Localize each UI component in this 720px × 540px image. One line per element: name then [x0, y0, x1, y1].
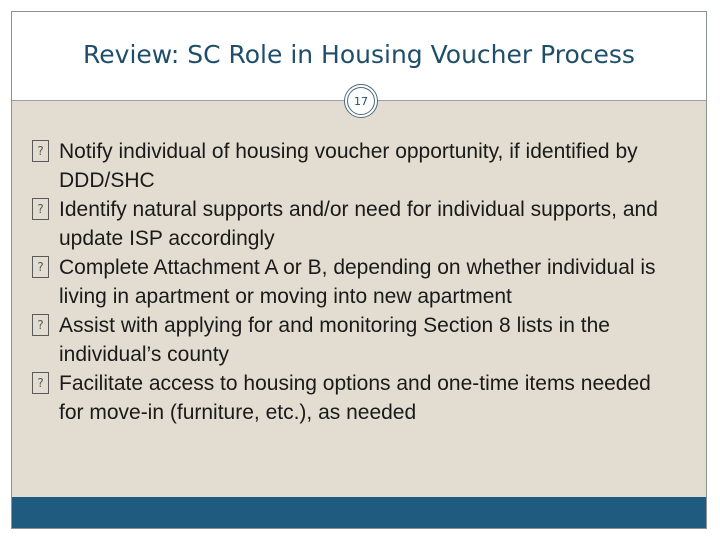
slide-number-badge	[344, 84, 378, 118]
bullet-text: Complete Attachment A or B, depending on whether individual is living in apartment or moving into new apartment	[59, 256, 656, 308]
bullet-text: Facilitate access to housing options and one-time items needed for move-in (furniture, etc.), as needed	[59, 372, 651, 424]
missing-glyph-icon: ?	[32, 140, 49, 162]
footer-bar	[12, 497, 706, 528]
slide-number: 17	[347, 87, 375, 115]
slide	[11, 11, 707, 529]
bullet-item	[12, 195, 672, 253]
slide-title: Review: SC Role in Housing Voucher Process	[83, 40, 635, 69]
bullet-text: Identify natural supports and/or need for individual supports, and update ISP accordingly	[59, 198, 658, 250]
bullet-item	[12, 137, 672, 195]
bullet-item	[12, 253, 672, 311]
missing-glyph-icon: ?	[32, 198, 49, 220]
missing-glyph-icon: ?	[32, 256, 49, 278]
bullet-item	[12, 311, 672, 369]
bullet-text: Notify individual of housing voucher opportunity, if identified by DDD/SHC	[59, 140, 638, 192]
bullet-text: Assist with applying for and monitoring Section 8 lists in the individual’s county	[59, 314, 610, 366]
bullet-item	[12, 369, 672, 427]
content-area	[12, 101, 706, 498]
bullet-list	[12, 137, 672, 427]
missing-glyph-icon: ?	[32, 372, 49, 394]
missing-glyph-icon: ?	[32, 314, 49, 336]
